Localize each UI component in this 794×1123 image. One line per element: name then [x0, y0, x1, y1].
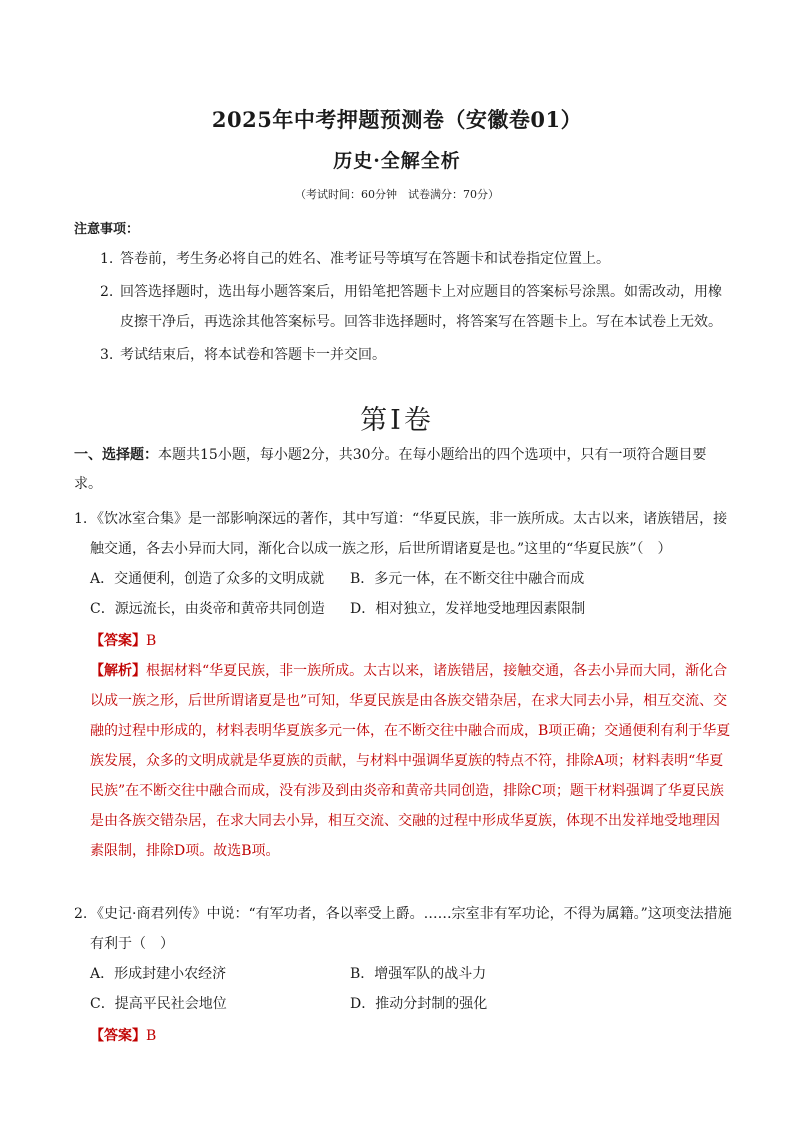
exam-info: （考试时间：60分钟 试卷满分：70分） [295, 188, 499, 201]
option-a: A．形成封建小农经济 [90, 966, 227, 982]
option-list [74, 959, 732, 1019]
notice-list [100, 244, 730, 373]
answer-label: 【答案】 [90, 1028, 146, 1044]
option-d: D．推动分封制的强化 [350, 996, 488, 1012]
notice-title: 注意事项： [74, 222, 140, 237]
notice-item-text: 答卷前，考生务必将自己的姓名、准考证号等填写在答题卡和试卷指定位置上。 [120, 251, 610, 267]
question-stem [74, 504, 732, 564]
page-subtitle: 历史·全解全析 [333, 150, 461, 172]
option-b: B．多元一体，在不断交往中融合而成 [350, 571, 585, 587]
analysis-text: 根据材料“华夏民族，非一族所成。太古以来，诸族错居，接触交通，各去小异而大同，渐化合以成一族之形，后世所谓诸夏是也”可知，华夏民族是由各族交错杂居，在求大同去小异，相互交流、交融的过程中形成的，材料表明华夏族多元一体，在不断交往中融合而成，B项正确；交通便利有利于华夏族发展，众多的文明成就是华夏族的贡献，与材料中强调华夏族的特点不符，排除A项；材料表明“华夏民族”在不断交往中融合而成，没有涉及到由炎帝和黄帝共同创造，排除C项；题干材料强调了华夏民族是由各族交错杂居，在求大同去小异，相互交流、交融的过程中形成华夏族，体现不出发祥地受地理因素限制，排除D项。故选B项。 [90, 663, 731, 859]
notice-item-number: 2. [100, 284, 114, 300]
notice-item-number: 3. [100, 347, 114, 363]
part-heading-text: 本题共15小题，每小题2分，共30分。在每小题给出的四个选项中，只有一项符合题目要求。 [74, 447, 707, 492]
answer-value: B [146, 633, 157, 649]
analysis-label: 【解析】 [90, 663, 146, 679]
question-1 [74, 504, 732, 866]
question-text: 《饮冰室合集》是一部影响深远的著作，其中写道：“华夏民族，非一族所成。太古以来，诸族错居，接触交通，各去小异而大同，渐化合以成一族之形，后世所谓诸夏是也。”这里的“华夏民族”（ ） [90, 511, 728, 557]
section-title: 第Ⅰ卷 [360, 405, 434, 436]
part-heading-prefix: 一、选择题： [74, 447, 158, 463]
option-b: B．增强军队的战斗力 [350, 966, 487, 982]
option-c: C．提高平民社会地位 [90, 996, 227, 1012]
notice-item-text: 考试结束后，将本试卷和答题卡一并交回。 [120, 347, 386, 363]
question-text: 《史记·商君列传》中说：“有军功者，各以率受上爵。……宗室非有军功论，不得为属籍。”这项变法措施有利于（ ） [90, 906, 732, 952]
answer-value: B [146, 1028, 157, 1044]
answer-line [74, 1021, 732, 1051]
answer-line [74, 626, 732, 656]
answer-label: 【答案】 [90, 633, 146, 649]
notice-item [100, 244, 730, 274]
question-number: 1. [74, 511, 88, 527]
option-a: A．交通便利，创造了众多的文明成就 [90, 571, 325, 587]
notice-item [100, 340, 730, 370]
question-number: 2. [74, 906, 88, 922]
analysis-block [74, 656, 732, 866]
option-d: D．相对独立，发祥地受地理因素限制 [350, 601, 586, 617]
notice-item [100, 277, 730, 337]
question-stem [74, 899, 732, 959]
notice-item-number: 1. [100, 251, 114, 267]
option-c: C．源远流长，由炎帝和黄帝共同创造 [90, 601, 325, 617]
question-2 [74, 899, 732, 1051]
notice-item-text: 回答选择题时，选出每小题答案后，用铅笔把答题卡上对应题目的答案标号涂黑。如需改动，用橡皮擦干净后，再选涂其他答案标号。回答非选择题时，将答案写在答题卡上。写在本试卷上无效。 [120, 284, 722, 330]
option-list [74, 564, 732, 624]
part-heading [74, 441, 732, 499]
page-title: 2025年中考押题预测卷（安徽卷01） [211, 107, 583, 132]
